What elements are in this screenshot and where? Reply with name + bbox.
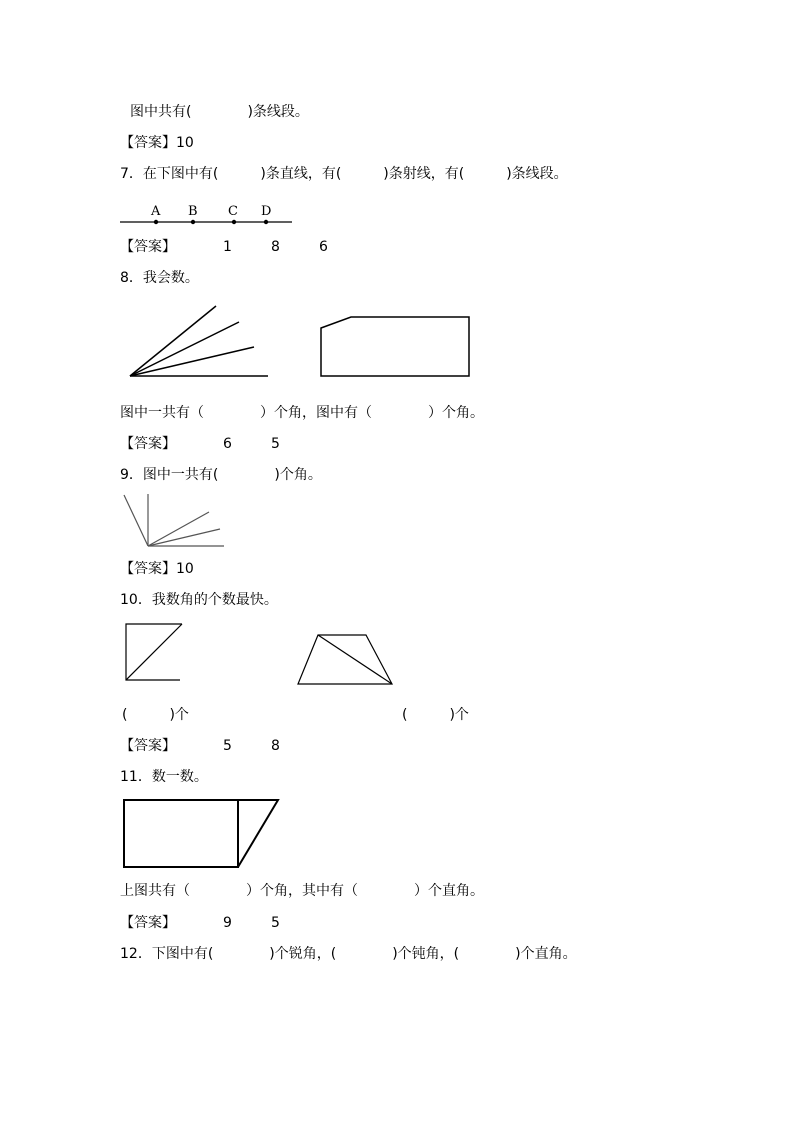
q8-answer-2: 5 [271, 436, 280, 452]
q8-answer-tag: 【答案】 [120, 436, 176, 452]
q11-answer-tag: 【答案】 [120, 915, 176, 931]
q10-answer-2: 8 [271, 738, 280, 754]
trapezoid-with-diagonal [298, 635, 392, 684]
pentagon-shape [321, 317, 469, 376]
fan-of-rays [130, 306, 268, 376]
q11-answer-1: 9 [223, 915, 232, 931]
answer-value: 10 [176, 561, 194, 577]
answer-tag: 【答案】 [120, 561, 176, 577]
square-with-diagonal [126, 624, 182, 680]
q10-figures [120, 618, 400, 688]
point-a [154, 220, 158, 224]
q10-answer-tag: 【答案】 [120, 738, 176, 754]
q12-prompt: 12．下图中有( )个锐角，( )个钝角，( )个直角。 [120, 946, 577, 962]
point-c [232, 220, 236, 224]
q8-prompt: 图中一共有（ ）个角，图中有（ ）个角。 [120, 405, 484, 421]
point-label-c: C [228, 204, 238, 219]
q8-title: 8．我会数。 [120, 270, 199, 286]
answer-tag: 【答案】 [120, 135, 176, 151]
point-label-d: D [261, 204, 272, 219]
q11-title: 11．数一数。 [120, 769, 208, 785]
q7-prompt: 7．在下图中有( )条直线，有( )条射线，有( )条线段。 [120, 166, 568, 182]
q7-answer-3: 6 [319, 239, 328, 255]
q10-blank-right: ( )个 [402, 707, 469, 723]
q10-blank-left: ( )个 [122, 707, 189, 723]
point-d [264, 220, 268, 224]
q11-figure [120, 796, 285, 871]
q8-figures [120, 300, 480, 382]
q10-answer-1: 5 [223, 738, 232, 754]
rectangle-and-triangle [124, 800, 278, 867]
q9-prompt: 9．图中一共有( )个角。 [120, 467, 322, 483]
q7-line-figure [118, 200, 298, 230]
q7-answer-2: 8 [271, 239, 280, 255]
q9-answer [120, 560, 194, 578]
rays [124, 494, 224, 546]
answer-value: 10 [176, 135, 194, 151]
q11-answer-2: 5 [271, 915, 280, 931]
q9-angle-figure [120, 492, 230, 552]
q7-answer-tag: 【答案】 [120, 239, 176, 255]
q7-answer-1: 1 [223, 239, 232, 255]
point-label-a: A [151, 204, 161, 219]
point-b [191, 220, 195, 224]
q8-answer-1: 6 [223, 436, 232, 452]
q11-prompt: 上图共有（ ）个角，其中有（ ）个直角。 [120, 883, 484, 899]
q6-prompt: 图中共有( )条线段。 [130, 104, 309, 120]
point-label-b: B [188, 204, 198, 219]
q6-answer [120, 134, 194, 152]
q10-title: 10．我数角的个数最快。 [120, 592, 278, 608]
